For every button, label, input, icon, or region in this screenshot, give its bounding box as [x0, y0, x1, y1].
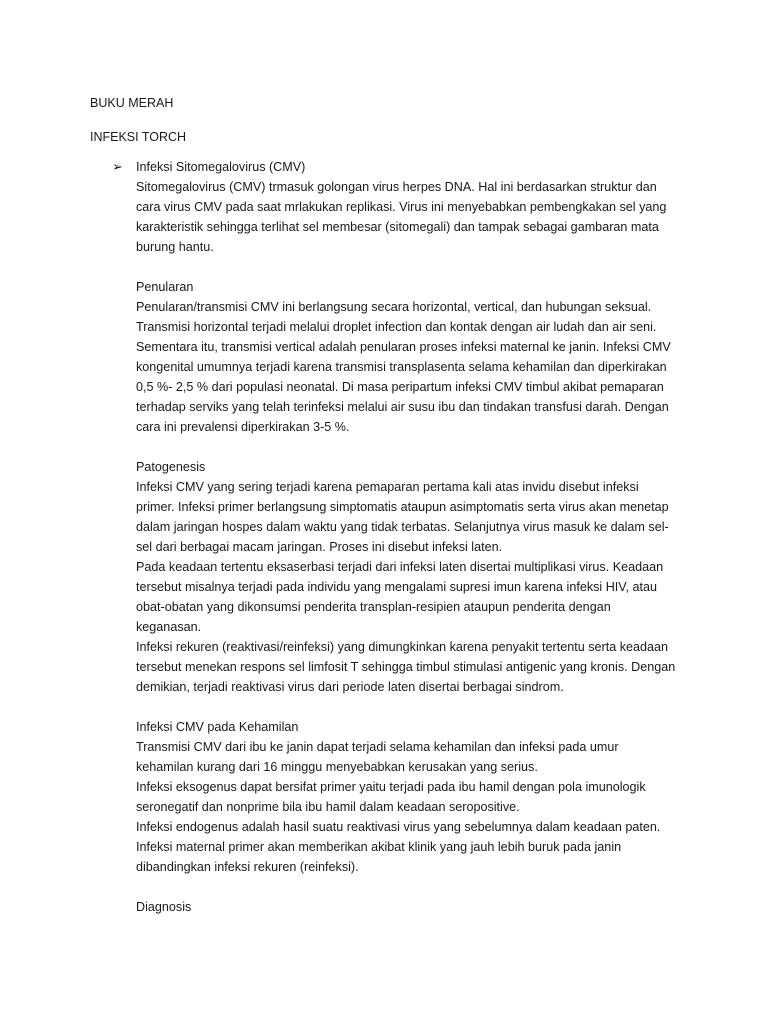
paragraph-gap: [136, 437, 696, 457]
paragraph-line: Infeksi CMV yang sering terjadi karena pemaparan pertama kali atas invidu disebut infeksi: [136, 480, 639, 494]
paragraph-line: dalam jaringan hospes dalam waktu yang tidak terbatas. Selanjutnya virus masuk ke dalam sel-: [136, 520, 669, 534]
section-cmv-body: [136, 157, 696, 917]
paragraph-line: tersebut menekan respons sel limfosit T sehingga timbul stimulasi antigenic yang kronis. Dengan: [136, 660, 676, 674]
document-title: BUKU MERAH: [90, 96, 174, 110]
subheading-diagnosis: Diagnosis: [136, 900, 192, 914]
paragraph-line: Infeksi maternal primer akan memberikan akibat klinik yang jauh lebih buruk pada janin: [136, 840, 622, 854]
paragraph-gap: [136, 257, 696, 277]
paragraph-line: 0,5 %- 2,5 % dari populasi neonatal. Di masa peripartum infeksi CMV timbul akibat pemaparan: [136, 380, 664, 394]
paragraph-gap: [136, 697, 696, 717]
paragraph-line: obat-obatan yang dikonsumsi penderita transplan-resipien ataupun penderita dengan: [136, 600, 611, 614]
paragraph-line: seronegatif dan nonprime bila ibu hamil dalam keadaan seropositive.: [136, 800, 520, 814]
document-subtitle: INFEKSI TORCH: [90, 130, 187, 144]
paragraph-line: cara ini prevalensi diperkirakan 3-5 %.: [136, 420, 350, 434]
paragraph-line: terhadap serviks yang telah terinfeksi melalui air susu ibu dan tindakan transfusi darah. Dengan: [136, 400, 669, 414]
paragraph-line: kongenital umumnya terjadi karena transmisi transplasenta selama kehamilan dan diperkirakan: [136, 360, 667, 374]
subheading-kehamilan: Infeksi CMV pada Kehamilan: [136, 720, 299, 734]
patogenesis-paragraph: [136, 477, 696, 697]
paragraph-line: cara virus CMV pada saat mrlakukan replikasi. Virus ini menyebabkan pembengkakan sel yang: [136, 200, 667, 214]
arrow-bullet-icon: ➢: [112, 159, 123, 174]
paragraph-line: sel dari berbagai macam jaringan. Proses ini disebut infeksi laten.: [136, 540, 503, 554]
paragraph-line: kehamilan kurang dari 16 minggu menyebabkan kerusakan yang serius.: [136, 760, 538, 774]
paragraph-line: burung hantu.: [136, 240, 214, 254]
paragraph-line: dibandingkan infeksi rekuren (reinfeksi).: [136, 860, 359, 874]
section-heading: Infeksi Sitomegalovirus (CMV): [136, 160, 306, 174]
paragraph-line: Infeksi rekuren (reaktivasi/reinfeksi) yang dimungkinkan karena penyakit tertentu serta keadaan: [136, 640, 669, 654]
paragraph-line: keganasan.: [136, 620, 202, 634]
paragraph-line: primer. Infeksi primer berlangsung simptomatis ataupun asimptomatis serta virus akan menetap: [136, 500, 669, 514]
intro-paragraph: [136, 177, 696, 257]
paragraph-line: tersebut misalnya terjadi pada individu yang mengalami supresi imun karena infeksi HIV, atau: [136, 580, 658, 594]
subheading-penularan: Penularan: [136, 280, 194, 294]
subheading-patogenesis: Patogenesis: [136, 460, 206, 474]
paragraph-gap: [136, 877, 696, 897]
paragraph-line: karakteristik sehingga terlihat sel membesar (sitomegali) dan tampak sebagai gambaran mata: [136, 220, 659, 234]
penularan-paragraph: [136, 297, 696, 437]
kehamilan-paragraph: [136, 737, 696, 877]
paragraph-line: Transmisi horizontal terjadi melalui droplet infection dan kontak dengan air ludah dan air seni.: [136, 320, 657, 334]
paragraph-line: Infeksi endogenus adalah hasil suatu reaktivasi virus yang sebelumnya dalam keadaan paten.: [136, 820, 661, 834]
paragraph-line: Infeksi eksogenus dapat bersifat primer yaitu terjadi pada ibu hamil dengan pola imunologik: [136, 780, 646, 794]
paragraph-line: Sementara itu, transmisi vertical adalah penularan proses infeksi maternal ke janin. Infeksi CMV: [136, 340, 671, 354]
paragraph-line: Pada keadaan tertentu eksaserbasi terjadi dari infeksi laten disertai multiplikasi virus. Keadaan: [136, 560, 664, 574]
paragraph-line: Transmisi CMV dari ibu ke janin dapat terjadi selama kehamilan dan infeksi pada umur: [136, 740, 619, 754]
paragraph-line: demikian, terjadi reaktivasi virus dari periode laten disertai berbagai sindrom.: [136, 680, 564, 694]
paragraph-line: Penularan/transmisi CMV ini berlangsung secara horizontal, vertical, dan hubungan seksual.: [136, 300, 652, 314]
paragraph-line: Sitomegalovirus (CMV) trmasuk golongan virus herpes DNA. Hal ini berdasarkan struktur dan: [136, 180, 657, 194]
